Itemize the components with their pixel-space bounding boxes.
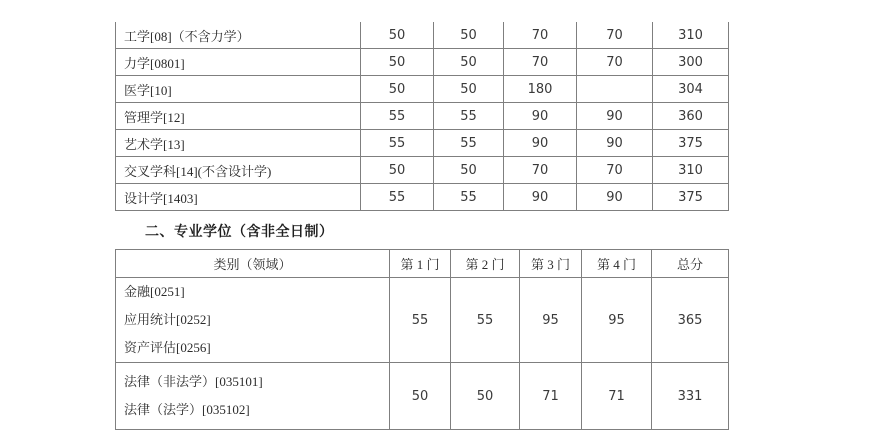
table-row bbox=[116, 184, 729, 211]
total-score-cell: 365 bbox=[652, 278, 729, 363]
total-score-cell: 300 bbox=[653, 49, 729, 76]
score-cell: 55 bbox=[451, 278, 520, 363]
score-cell: 55 bbox=[434, 184, 504, 211]
category-line: 金融[0251] bbox=[124, 284, 185, 299]
score-cell: 90 bbox=[504, 103, 577, 130]
score-cell: 50 bbox=[434, 157, 504, 184]
header-subject-2: 第 2 门 bbox=[451, 250, 520, 278]
total-score-cell: 360 bbox=[653, 103, 729, 130]
score-cell: 90 bbox=[577, 184, 653, 211]
score-cell: 50 bbox=[361, 49, 434, 76]
score-cell: 50 bbox=[434, 76, 504, 103]
score-cell: 50 bbox=[361, 157, 434, 184]
total-score-cell: 375 bbox=[653, 184, 729, 211]
row-label: 力学[0801] bbox=[116, 49, 361, 76]
category-line: 法律（法学）[035102] bbox=[124, 402, 250, 417]
row-label: 交叉学科[14](不含设计学) bbox=[116, 157, 361, 184]
score-cell: 90 bbox=[577, 130, 653, 157]
score-cell: 70 bbox=[577, 49, 653, 76]
table-row bbox=[116, 103, 729, 130]
score-cell: 55 bbox=[434, 103, 504, 130]
score-cell: 70 bbox=[504, 22, 577, 49]
table-row bbox=[116, 49, 729, 76]
row-label: 设计学[1403] bbox=[116, 184, 361, 211]
score-cell: 55 bbox=[434, 130, 504, 157]
score-cell: 50 bbox=[434, 22, 504, 49]
total-score-cell: 331 bbox=[652, 363, 729, 430]
score-cell-empty bbox=[577, 76, 653, 103]
row-label: 管理学[12] bbox=[116, 103, 361, 130]
score-cell: 70 bbox=[577, 157, 653, 184]
professional-scores-table bbox=[115, 249, 729, 430]
header-subject-1: 第 1 门 bbox=[390, 250, 451, 278]
score-cell: 90 bbox=[504, 130, 577, 157]
table-row bbox=[116, 22, 729, 49]
table-row bbox=[116, 157, 729, 184]
table-row bbox=[116, 278, 729, 363]
score-cell: 55 bbox=[361, 130, 434, 157]
header-category: 类别（领域） bbox=[116, 250, 390, 278]
table-row bbox=[116, 76, 729, 103]
header-subject-3: 第 3 门 bbox=[520, 250, 582, 278]
score-cell: 70 bbox=[577, 22, 653, 49]
row-label: 医学[10] bbox=[116, 76, 361, 103]
score-cell: 55 bbox=[390, 278, 451, 363]
score-cell: 70 bbox=[504, 157, 577, 184]
score-cell: 180 bbox=[504, 76, 577, 103]
score-cell: 55 bbox=[361, 184, 434, 211]
score-cell: 50 bbox=[390, 363, 451, 430]
section-heading: 二、专业学位（含非全日制） bbox=[145, 225, 334, 240]
category-line: 应用统计[0252] bbox=[124, 312, 211, 327]
header-total: 总分 bbox=[652, 250, 729, 278]
category-line: 资产评估[0256] bbox=[124, 340, 211, 355]
row-label-group bbox=[116, 278, 390, 363]
academic-scores-table bbox=[115, 22, 729, 211]
header-subject-4: 第 4 门 bbox=[582, 250, 652, 278]
score-cell: 55 bbox=[361, 103, 434, 130]
score-cell: 95 bbox=[582, 278, 652, 363]
category-line: 法律（非法学）[035101] bbox=[124, 374, 263, 389]
total-score-cell: 375 bbox=[653, 130, 729, 157]
row-label: 艺术学[13] bbox=[116, 130, 361, 157]
score-cell: 90 bbox=[504, 184, 577, 211]
score-cell: 70 bbox=[504, 49, 577, 76]
row-label-group bbox=[116, 363, 390, 430]
score-cell: 95 bbox=[520, 278, 582, 363]
total-score-cell: 304 bbox=[653, 76, 729, 103]
score-cell: 71 bbox=[520, 363, 582, 430]
table-row bbox=[116, 130, 729, 157]
total-score-cell: 310 bbox=[653, 22, 729, 49]
score-cell: 50 bbox=[434, 49, 504, 76]
row-label: 工学[08]（不含力学） bbox=[116, 22, 361, 49]
table-row bbox=[116, 363, 729, 430]
score-cell: 50 bbox=[361, 22, 434, 49]
score-cell: 50 bbox=[361, 76, 434, 103]
table-header-row bbox=[116, 250, 729, 278]
score-cell: 90 bbox=[577, 103, 653, 130]
score-cell: 71 bbox=[582, 363, 652, 430]
score-cell: 50 bbox=[451, 363, 520, 430]
total-score-cell: 310 bbox=[653, 157, 729, 184]
